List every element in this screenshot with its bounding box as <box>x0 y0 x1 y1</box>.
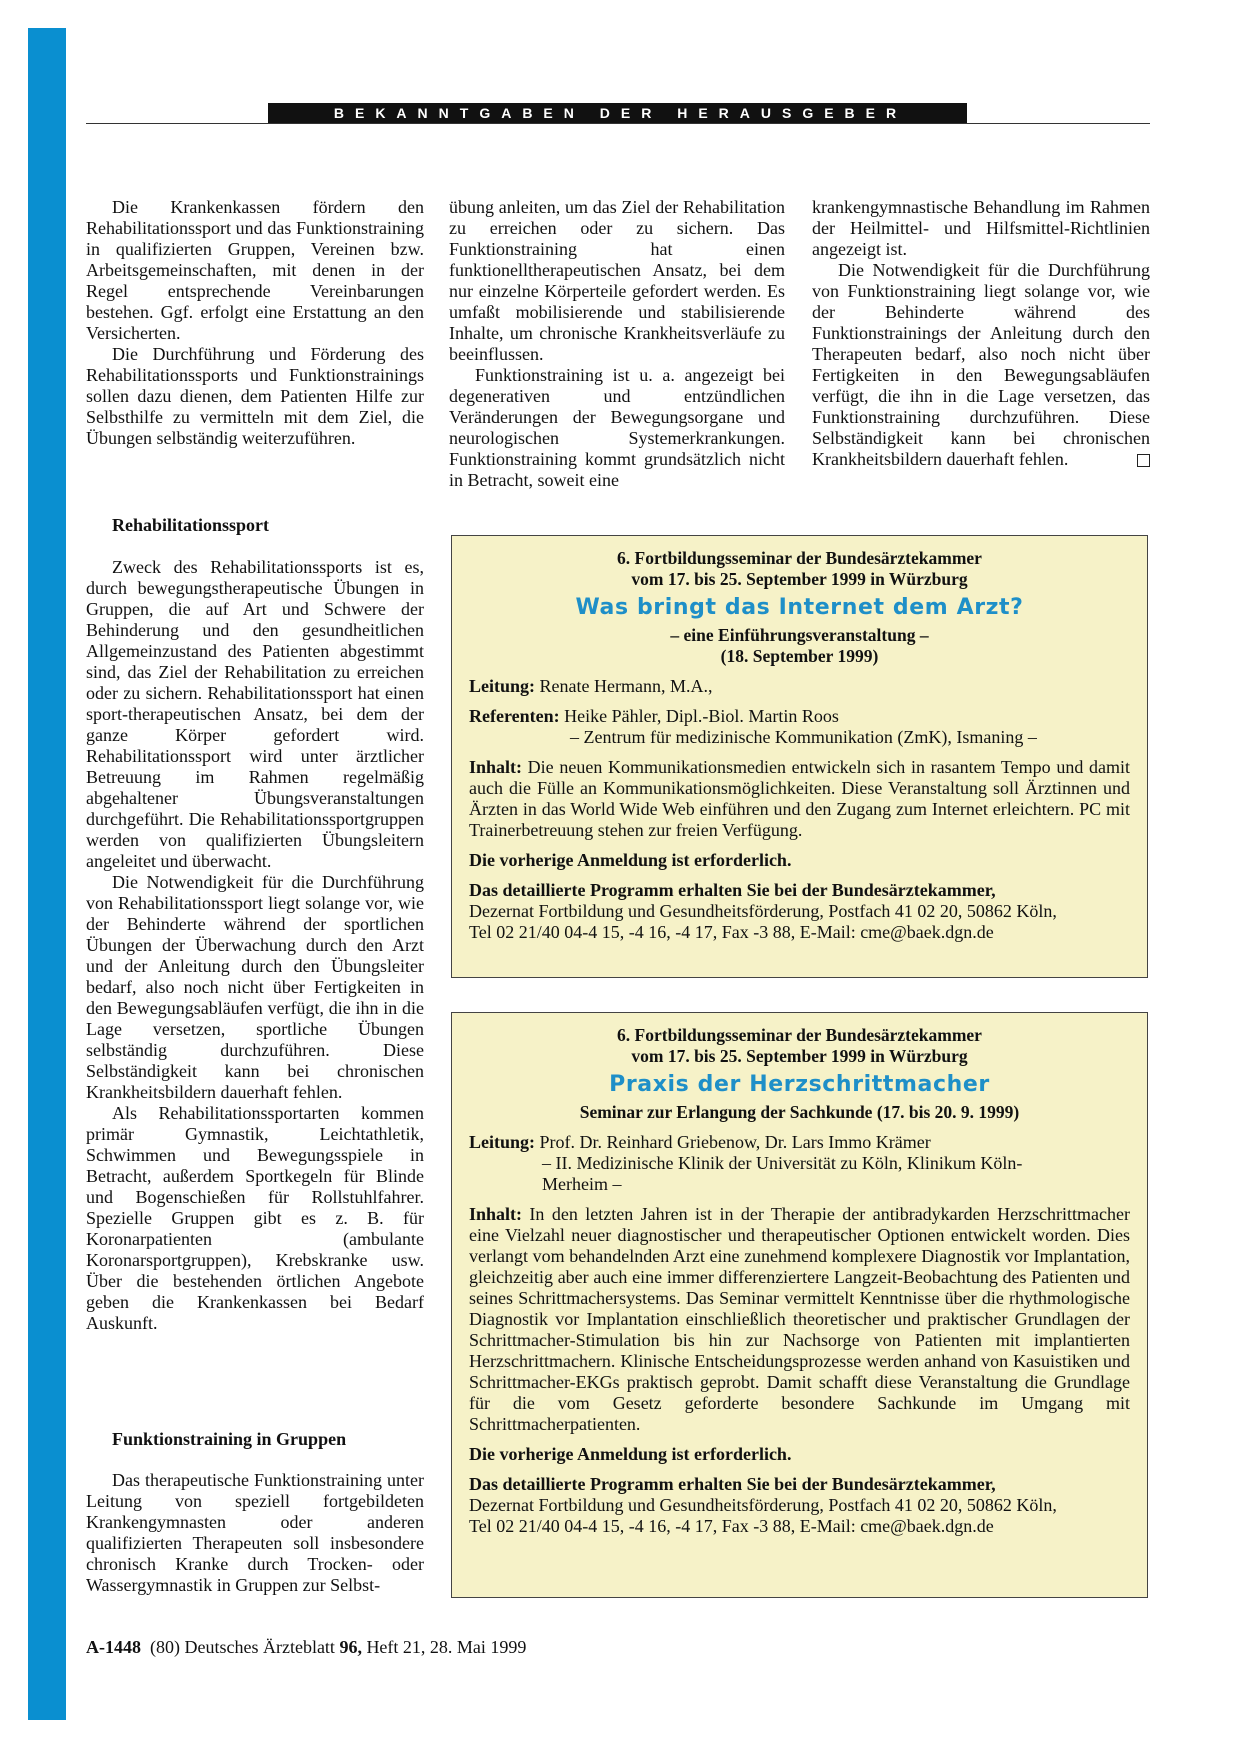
programm-contact: Tel 02 21/40 04-4 15, -4 16, -4 17, Fax -3 88, E-Mail: cme@baek.dgn.de <box>469 1516 994 1536</box>
programm-bold: Das detaillierte Programm erhalten Sie bei der Bundesärztekammer, <box>469 1474 996 1494</box>
issue-prefix: (80) Deutsches Ärzteblatt <box>141 1637 340 1657</box>
section-header-band: BEKANNTGABEN DER HERAUSGEBER <box>268 103 967 123</box>
paragraph: übung anleiten, um das Ziel der Rehabilitation zu erreichen oder zu sichern. Das Funktionstraining hat einen funktionelltherapeutischen Ansatz, bei dem nur einzelne Körperteile gefordert werden. Es umfaßt mobilisierende und stabilisierende Inhalte, um chronische Krankheitsverläufe zu beeinflussen. <box>449 197 785 364</box>
seminar-date-line: vom 17. bis 25. September 1999 in Würzburg <box>631 569 968 589</box>
paragraph: Die Notwendigkeit für die Durchführung von Rehabilitationssport liegt solange vor, wie der Behinderte während der sportlichen Übungen der Überwachung durch den Arzt und der Anleitung durch den Übungsleiter bedarf, also noch nicht über Fertigkeiten in den Bewegungsabläufen verfügt, die ihn in die Lage versetzen, sportliche Übungen selbständig durchzuführen. Diese Selbständigkeit kann bei chronischen Krankheitsbildern dauerhaft fehlen. <box>86 872 424 1102</box>
leitung-value: Renate Hermann, M.A., <box>535 676 713 696</box>
inhalt <box>469 757 1130 841</box>
sidebar-color-bar <box>28 28 66 1720</box>
leitung-value: Prof. Dr. Reinhard Griebenow, Dr. Lars Immo Krämer <box>535 1132 931 1152</box>
column-1-intro <box>86 197 424 449</box>
programm-address: Dezernat Fortbildung und Gesundheitsförderung, Postfach 41 02 20, 50862 Köln, <box>469 901 1057 921</box>
paragraph: Als Rehabilitationssportarten kommen primär Gymnastik, Leichtathletik, Schwimmen und Bewegungsspiele in Betracht, außerdem Sportkegeln für Blinde und Bogenschießen für Rollstuhlfahrer. Spezielle Gruppen gibt es z. B. für Koronarpatienten (ambulante Koronarsportgruppen), Krebskranke usw. Über die bestehenden örtlichen Angebote geben die Krankenkassen bei Bedarf Auskunft. <box>86 1103 424 1333</box>
seminar-line: 6. Fortbildungsseminar der Bundesärztekammer <box>617 548 982 568</box>
referenten <box>469 706 1130 748</box>
section-heading: Rehabilitationssport <box>112 515 270 535</box>
leitung-label: Leitung: <box>469 1132 536 1152</box>
paragraph: Zweck des Rehabilitationssports ist es, durch bewegungstherapeutische Übungen in Gruppen, die auf Art und Schwere der Behinderung und den gesundheitlichen Allgemeinzustand des Patienten abgestimmt sind, das Ziel der Rehabilitation zu erreichen oder zu sichern. Rehabilitationssport hat einen sport-therapeutischen Ansatz, bei dem der ganze Körper gefordert wird. Rehabilitationssport wird unter ärztlicher Betreuung im Rahmen regelmäßig abgehaltener Übungsveranstaltungen durchgeführt. Die Rehabilitationssportgruppen werden von qualifizierten Übungsleitern angeleitet und überwacht. <box>86 557 424 871</box>
paragraph: Die Durchführung und Förderung des Rehabilitationssports und Funktionstrainings sollen dazu dienen, dem Patienten Hilfe zur Selbsthilfe zu vermitteln mit dem Ziel, die Übungen selbständig weiterzuführen. <box>86 344 424 448</box>
anmeldung-note: Die vorherige Anmeldung ist erforderlich. <box>469 1444 792 1464</box>
inhalt <box>469 1204 1130 1435</box>
programm-info <box>469 880 1130 943</box>
seminar-title: Was bringt das Internet dem Arzt? <box>575 595 1024 620</box>
seminar-line: 6. Fortbildungsseminar der Bundesärztekammer <box>617 1025 982 1045</box>
column-1-funktionstraining-heading <box>86 1429 424 1450</box>
column-1-funktionstraining <box>86 1470 424 1596</box>
referenten-value: Heike Pähler, Dipl.-Biol. Martin Roos <box>559 706 839 726</box>
page-footer <box>86 1637 526 1658</box>
leitung <box>469 1132 1130 1195</box>
programm-info <box>469 1474 1130 1537</box>
column-2 <box>449 197 785 491</box>
referenten-label: Referenten: <box>469 706 560 726</box>
section-heading: Funktionstraining in Gruppen <box>112 1429 347 1449</box>
paragraph: Funktionstraining ist u. a. angezeigt bei degenerativen und entzündlichen Veränderungen der Bewegungsorgane und neurologischen Systemerkrankungen. Funktionstraining kommt grundsätzlich nicht in Betracht, soweit eine <box>449 365 785 490</box>
inhalt-value: In den letzten Jahren ist in der Therapie der antibradykarden Herzschrittmacher eine Vielzahl neuer diagnostischer und therapeutischer Optionen entwickelt worden. Dies verlangt vom behandelnden Arzt eine zunehmend komplexere Diagnostik vor Implantation, gleichzeitig aber auch eine immer differenziertere Langzeit-Beobachtung des Patienten und seines Schrittmachersystems. Das Seminar vermittelt Kenntnisse über die rhythmologische Diagnostik vor Implantation einschließlich theoretischer und praktischer Grundlagen der Schrittmacher-Stimulation bis hin zur Nachsorge von Patienten mit implantierten Herzschrittmachern. Klinische Entscheidungsprozesse werden anhand von Kasuistiken und Schrittmacher-EKGs praktisch geprobt. Damit schafft diese Veranstaltung die Grundlage für die vom Gesetz geforderte besondere Sachkunde im Umgang mit Schrittmacherpatienten. <box>469 1204 1130 1434</box>
leitung-affiliation-cont: Merheim – <box>542 1174 622 1194</box>
end-mark-icon <box>1137 454 1150 467</box>
page-number: A-1448 <box>86 1637 141 1657</box>
programm-bold: Das detaillierte Programm erhalten Sie bei der Bundesärztekammer, <box>469 880 996 900</box>
programm-address: Dezernat Fortbildung und Gesundheitsförderung, Postfach 41 02 20, 50862 Köln, <box>469 1495 1057 1515</box>
paragraph: Die Krankenkassen fördern den Rehabilitationssport und das Funktionstraining in qualifizierten Gruppen, Vereinen bzw. Arbeitsgemeinschaften, mit denen in der Regel entsprechende Vereinbarungen bestehen. Ggf. erfolgt eine Erstattung an den Versicherten. <box>86 197 424 343</box>
inhalt-label: Inhalt: <box>469 757 523 777</box>
paragraph: Das therapeutische Funktionstraining unter Leitung von speziell fortgebildeten Krankengymnasten oder anderen qualifizierten Therapeuten soll insbesondere chronisch Kranke durch Trocken- oder Wassergymnastik in Gruppen zur Selbst- <box>86 1470 424 1595</box>
header-rule <box>86 123 1150 124</box>
column-3 <box>812 197 1150 470</box>
leitung <box>469 676 1130 697</box>
inhalt-label: Inhalt: <box>469 1204 523 1224</box>
seminar-box-internet <box>451 535 1148 978</box>
column-1-rehabilitationssport <box>86 515 424 1334</box>
seminar-date-line: vom 17. bis 25. September 1999 in Würzburg <box>631 1046 968 1066</box>
seminar-subtitle-date: (18. September 1999) <box>720 646 879 666</box>
leitung-affiliation: – II. Medizinische Klinik der Universität zu Köln, Klinikum Köln- <box>542 1153 1023 1173</box>
leitung-label: Leitung: <box>469 676 536 696</box>
seminar-subtitle: – eine Einführungsveranstaltung – <box>670 625 929 645</box>
paragraph-text: Die Notwendigkeit für die Durchführung von Funktionstraining liegt solange vor, wie der Behinderte während des Funktionstrainings der Anleitung durch den Therapeuten bedarf, also noch nicht über Fertigkeiten in den Bewegungsabläufen verfügt, die ihn in die Lage versetzen, das Funktionstraining durchzuführen. Diese Selbständigkeit kann bei chronischen Krankheitsbildern dauerhaft fehlen. <box>812 260 1150 469</box>
seminar-title: Praxis der Herzschrittmacher <box>609 1072 990 1097</box>
inhalt-value: Die neuen Kommunikationsmedien entwickeln sich in rasantem Tempo und damit auch die Fülle an Kommunikationsmöglichkeiten. Diese Veranstaltung soll Ärztinnen und Ärzten in das World Wide Web einführen und den Zugang zum Internet erleichtern. PC mit Trainerbetreuung stehen zur freien Verfügung. <box>469 757 1130 840</box>
referenten-affiliation: – Zentrum für medizinische Kommunikation (ZmK), Ismaning – <box>570 727 1037 747</box>
paragraph <box>812 260 1150 470</box>
programm-contact: Tel 02 21/40 04-4 15, -4 16, -4 17, Fax -3 88, E-Mail: cme@baek.dgn.de <box>469 922 994 942</box>
volume: 96, <box>339 1637 362 1657</box>
seminar-subtitle: Seminar zur Erlangung der Sachkunde (17. bis 20. 9. 1999) <box>579 1102 1020 1122</box>
seminar-box-herzschrittmacher <box>451 1012 1148 1598</box>
issue-suffix: Heft 21, 28. Mai 1999 <box>361 1637 527 1657</box>
paragraph: krankengymnastische Behandlung im Rahmen der Heilmittel- und Hilfsmittel-Richtlinien angezeigt ist. <box>812 197 1150 259</box>
anmeldung-note: Die vorherige Anmeldung ist erforderlich. <box>469 850 792 870</box>
